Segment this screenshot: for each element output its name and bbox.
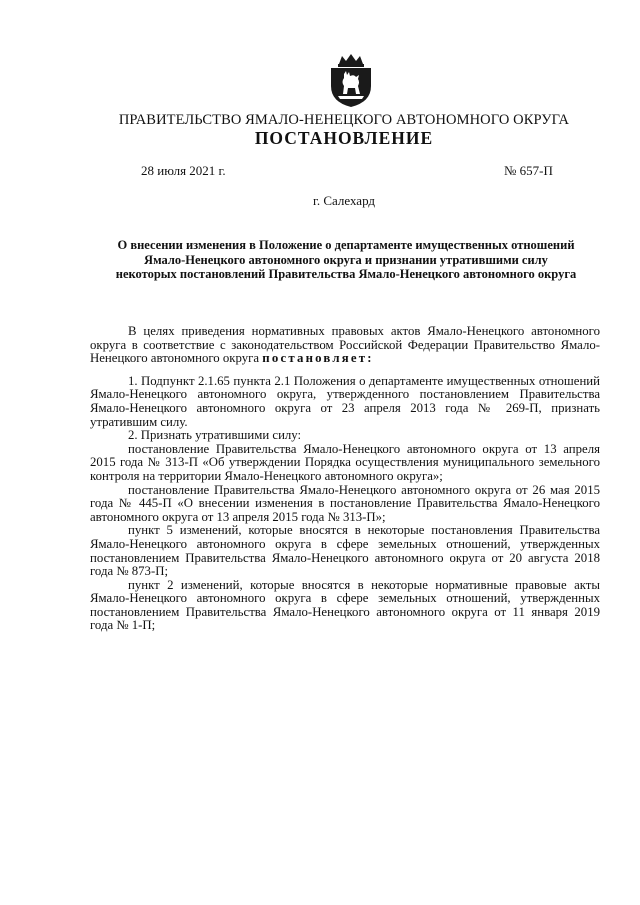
item-1: 1. Подпункт 2.1.65 пункта 2.1 Положения о департаменте имущественных отношений Ямало-Ненецкого автономного округа, утвержденного постановлением Правительства Ямало-Ненецкого автономного округа от 23 апреля 2013 года № 269-П, признать утратившим силу. [90, 373, 600, 429]
document-city: г. Салехард [312, 193, 376, 208]
item-2-sub-1: постановление Правительства Ямало-Ненецкого автономного округа от 13 апреля 2015 года № 313-П «Об утверждении Порядка осуществления муниципального земельного контроля на территории Ямало-Ненецкого автономного округа»; [90, 441, 600, 483]
document-title: О внесении изменения в Положение о департаменте имущественных отношений Ямало-Ненецкого автономного округа и признании утратившими силу некоторых постановлений Правительства Ямало-Ненецкого автономного округа [115, 238, 577, 282]
item-2-sub-4: пункт 2 изменений, которые вносятся в некоторые нормативные правовые акты Ямало-Ненецкого автономного округа в сфере земельных отношений, утвержденных постановлением Правительства Ямало-Ненецкого автономного округа от 11 января 2019 года № 1-П; [90, 577, 600, 633]
item-2: 2. Признать утратившими силу: [128, 428, 302, 443]
document-type: ПОСТАНОВЛЕНИЕ [254, 128, 434, 148]
document-number: № 657-П [504, 163, 553, 178]
government-name: ПРАВИТЕЛЬСТВО ЯМАЛО-НЕНЕЦКОГО АВТОНОМНОГО ОКРУГА [118, 112, 570, 128]
preamble-text: В целях приведения нормативных правовых актов Ямало-Ненецкого автономного округа в соответствие с законодательством Российской Федерации Правительство Ямало-Ненецкого автономного округа [90, 324, 600, 366]
decree-word: постановляет: [262, 351, 374, 366]
preamble-paragraph [90, 325, 600, 366]
item-2-sub-2: постановление Правительства Ямало-Ненецкого автономного округа от 26 мая 2015 года № 445-П «О внесении изменения в постановление Правительства Ямало-Ненецкого автономного округа от 13 апреля 2015 года № 313-П»; [90, 482, 600, 524]
item-2-sub-3: пункт 5 изменений, которые вносятся в некоторые постановления Правительства Ямало-Ненецкого автономного округа в сфере земельных отношений, утвержденных постановлением Правительства Ямало-Ненецкого автономного округа от 20 августа 2018 года № 873-П; [90, 523, 600, 579]
document-date: 28 июля 2021 г. [141, 163, 226, 178]
document-body [90, 325, 600, 633]
yamal-coat-of-arms-icon [326, 52, 376, 108]
